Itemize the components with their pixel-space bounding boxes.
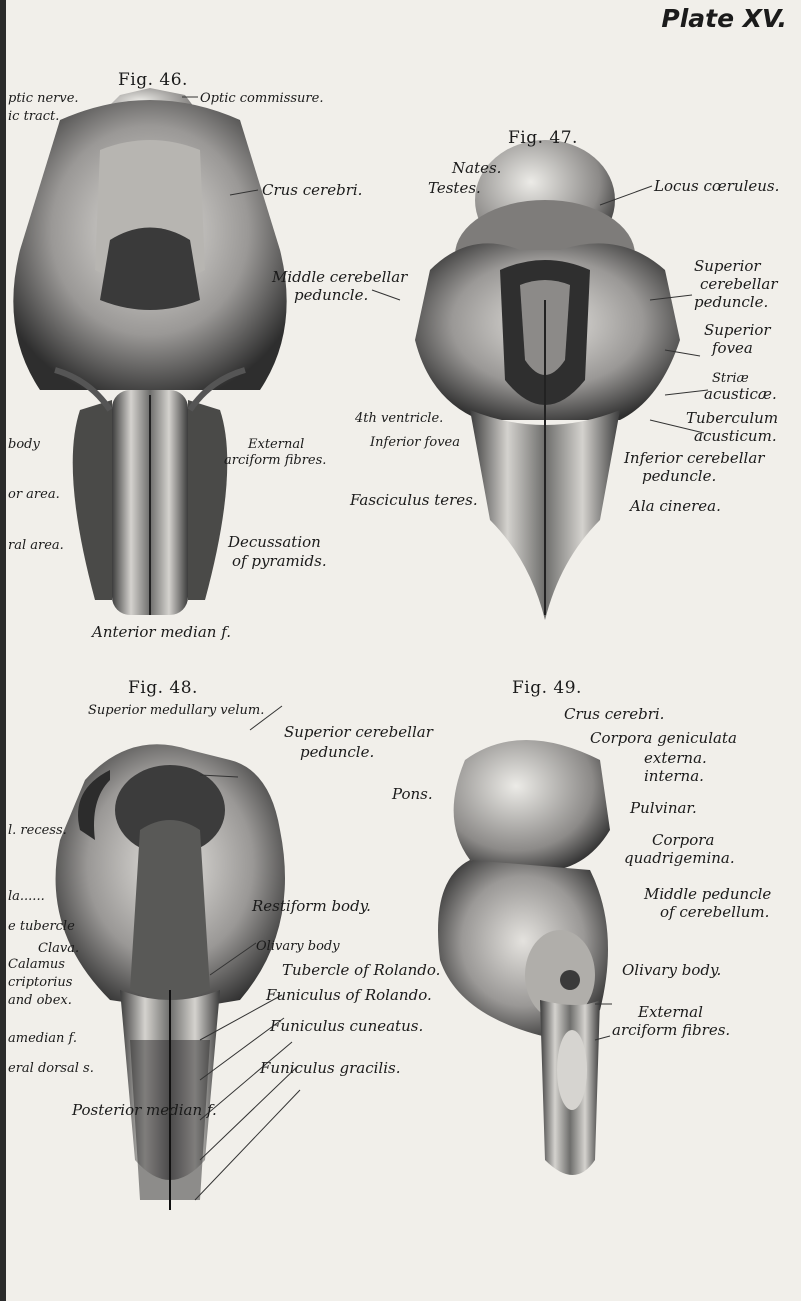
label-pons: Pons. [392,785,433,803]
label-crus-cerebri: Crus cerebri. [262,181,363,199]
label-ala-cinerea: Ala cinerea. [630,497,721,515]
label-superior-cerebellar-2: cerebellar [700,275,778,293]
label-tuberculum-2: acusticum. [694,427,777,445]
label-ral-area: ral area. [8,538,64,553]
label-corpora-geniculata: Corpora geniculata [590,729,737,747]
label-body: body [8,437,40,452]
label-calamus-3: and obex. [8,993,72,1008]
label-tubercle-rolando: Tubercle of Rolando. [282,961,441,979]
label-decussation-2: of pyramids. [232,552,327,570]
label-external-arciform-49-1: External [638,1003,703,1021]
label-fourth-ventricle: 4th ventricle. [355,411,444,426]
fig48-heading: Fig. 48. [128,678,198,698]
label-striae-2: acusticæ. [704,385,777,403]
label-olivary-body-49: Olivary body. [622,961,722,979]
label-striae-1: Striæ [712,371,749,386]
label-inferior-cerebellar-1: Inferior cerebellar [624,449,765,467]
fig48-illustration [56,744,285,1210]
label-amedian: amedian f. [8,1031,77,1046]
label-middle-peduncle-2: of cerebellum. [660,903,770,921]
label-superior-fovea-2: fovea [712,339,753,357]
fig49-illustration [438,740,610,1175]
label-or-area: or area. [8,487,60,502]
label-superior-cerebellar-3: peduncle. [694,293,769,311]
label-funiculus-cuneatus: Funiculus cuneatus. [270,1017,424,1035]
plate-title: Plate XV. [661,4,787,33]
label-superior-fovea-1: Superior [704,321,771,339]
label-eral-dorsal: eral dorsal s. [8,1061,94,1076]
fig49-heading: Fig. 49. [512,678,582,698]
label-external-arciform-1: External [248,437,305,452]
fig47-heading: Fig. 47. [508,128,578,148]
label-superior-cerebellar-1: Superior cerebellar [284,723,433,741]
label-funiculus-rolando: Funiculus of Rolando. [266,986,432,1004]
label-superior-cerebellar-1: Superior [694,257,761,275]
label-corpora-quad-2: quadrigemina. [624,849,735,867]
label-recess: l. recess. [8,823,67,838]
label-middle-peduncle-1: Middle peduncle [644,885,772,903]
label-interna: interna. [644,767,704,785]
label-superior-cerebellar-2: peduncle. [300,743,375,761]
label-optic-commissure: Optic commissure. [200,91,324,106]
label-optic-nerve: ptic nerve. [8,91,79,106]
label-superior-medullary-velum: Superior medullary velum. [88,703,265,718]
label-e-tubercle: e tubercle [8,919,75,934]
label-inferior-fovea: Inferior fovea [370,435,460,450]
label-middle-cerebellar-1: Middle cerebellar [272,268,408,286]
label-middle-cerebellar-2: peduncle. [294,286,369,304]
label-externa: externa. [644,749,707,767]
label-external-arciform-49-2: arciform fibres. [612,1021,731,1039]
label-olivary-body: Olivary body [256,939,340,954]
fig47-illustration [415,140,680,620]
fig46-heading: Fig. 46. [118,70,188,90]
label-tuberculum-1: Tuberculum [686,409,779,427]
label-la: la...... [8,889,45,904]
label-fasciculus-teres: Fasciculus teres. [350,491,478,509]
label-calamus-1: Calamus [8,957,65,972]
label-crus-cerebri-49: Crus cerebri. [564,705,665,723]
label-inferior-cerebellar-2: peduncle. [642,467,717,485]
label-restiform-body: Restiform body. [252,897,371,915]
label-anterior-median: Anterior median f. [92,623,231,641]
label-clava: Clava. [38,941,80,956]
label-external-arciform-2: arciform fibres. [224,453,327,468]
label-posterior-median: Posterior median f. [72,1101,217,1119]
label-funiculus-gracilis: Funiculus gracilis. [260,1059,401,1077]
label-optic-tract: ic tract. [8,109,60,124]
label-testes: Testes. [428,179,481,197]
label-pulvinar: Pulvinar. [630,799,697,817]
label-corpora-quad-1: Corpora [652,831,715,849]
label-nates: Nates. [452,159,502,177]
label-calamus-2: criptorius [8,975,73,990]
label-locus-caeruleus: Locus cœruleus. [654,177,780,195]
label-decussation-1: Decussation [228,533,321,551]
